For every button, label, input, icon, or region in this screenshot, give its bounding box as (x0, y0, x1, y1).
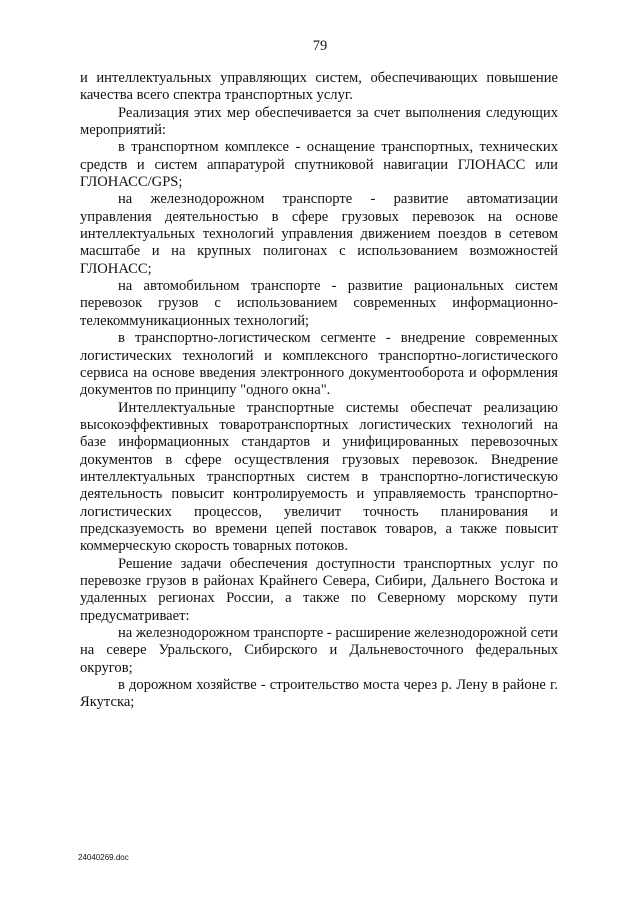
paragraph: в дорожном хозяйстве - строительство моста через р. Лену в районе г. Якутска; (80, 677, 558, 711)
body-text (80, 70, 558, 712)
paragraph: в транспортном комплексе - оснащение транспортных, технических средств и систем аппаратурой спутниковой навигации ГЛОНАСС или ГЛОНАСС/GPS; (80, 139, 558, 191)
paragraph: Решение задачи обеспечения доступности транспортных услуг по перевозке грузов в районах Крайнего Севера, Сибири, Дальнего Востока и удаленных регионах России, а также по Северному морскому пути предусматривает: (80, 555, 558, 624)
paragraph: на железнодорожном транспорте - расширение железнодорожной сети на севере Уральского, Сибирского и Дальневосточного федеральных округов; (80, 625, 558, 676)
paragraph: в транспортно-логистическом сегменте - внедрение современных логистических технологий и комплексного транспортно-логистического сервиса на основе введения электронного документооборота и оформления документов по принципу "одного окна". (80, 330, 558, 399)
paragraph: на автомобильном транспорте - развитие рациональных систем перевозок грузов с использованием современных информационно-телекоммуникационных технологий; (80, 278, 558, 329)
paragraph: Интеллектуальные транспортные системы обеспечат реализацию высокоэффективных товаротранспортных логистических технологий на базе информационных стандартов и унифицированных перевозочных документов в сфере осуществления грузовых перевозок. Внедрение интеллектуальных транспортных систем в транспортно-логистическую деятельность повысит контролируемость и управляемость транспортно-логистических процессов, увеличит точность планирования и предсказуемость во времени цепей поставок товаров, а также повысит коммерческую скорость товарных потоков. (80, 399, 558, 555)
paragraph: и интеллектуальных управляющих систем, обеспечивающих повышение качества всего спектра транспортных услуг. (80, 70, 558, 104)
page-number: 79 (312, 38, 328, 54)
document-code: 24040269.doc (78, 853, 129, 862)
paragraph: Реализация этих мер обеспечивается за счет выполнения следующих мероприятий: (80, 104, 558, 139)
paragraph: на железнодорожном транспорте - развитие автоматизации управления деятельностью в сфере грузовых перевозок на основе интеллектуальных технологий управления движением поездов в сетевом масштабе и на крупных полигонах с использованием возможностей ГЛОНАСС; (80, 191, 558, 277)
